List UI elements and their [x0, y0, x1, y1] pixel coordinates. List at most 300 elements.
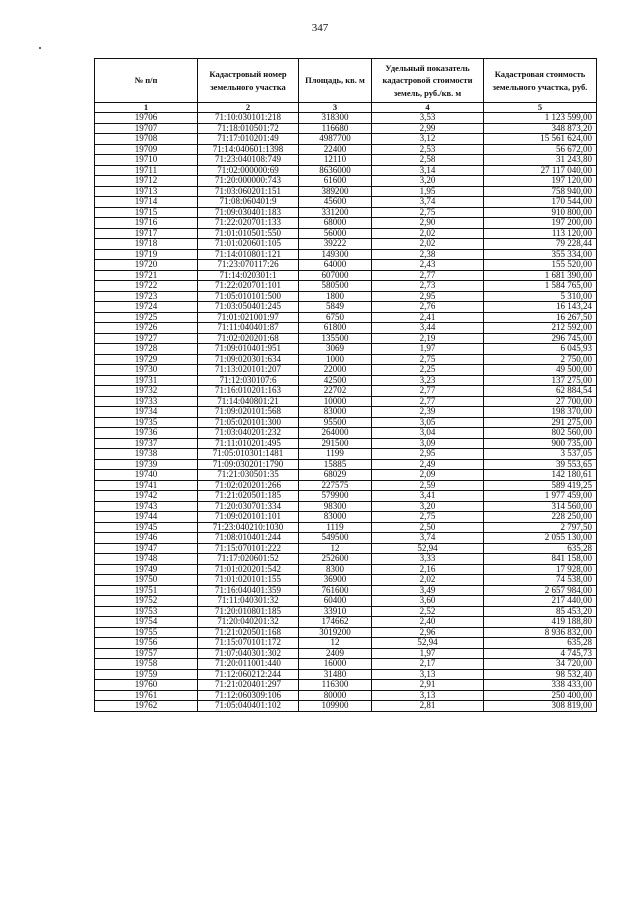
- cell-row-number: 19756: [95, 638, 198, 649]
- cell-row-number: 19727: [95, 333, 198, 344]
- table-row: [95, 386, 597, 397]
- cell-row-number: 19709: [95, 144, 198, 155]
- cell-specific-value: 2,76: [372, 302, 484, 313]
- cell-area: 1119: [299, 522, 372, 533]
- cell-cadastral-value: 2 657 984,00: [484, 585, 597, 596]
- cell-cadastral-number: 71:16:040401:359: [198, 585, 299, 596]
- cell-specific-value: 2,58: [372, 155, 484, 166]
- cell-area: 12: [299, 543, 372, 554]
- cell-row-number: 19725: [95, 312, 198, 323]
- cell-cadastral-number: 71:02:020201:266: [198, 480, 299, 491]
- cell-cadastral-value: 589 419,25: [484, 480, 597, 491]
- cell-cadastral-value: 758 940,00: [484, 186, 597, 197]
- cell-cadastral-number: 71:01:020101:155: [198, 575, 299, 586]
- table-row: [95, 648, 597, 659]
- cell-cadastral-number: 71:09:020101:101: [198, 512, 299, 523]
- table-row: [95, 501, 597, 512]
- column-number: 1: [95, 103, 198, 113]
- table-row: [95, 291, 597, 302]
- cell-cadastral-value: 250 400,00: [484, 690, 597, 701]
- cell-cadastral-number: 71:03:060201:151: [198, 186, 299, 197]
- cell-area: 1000: [299, 354, 372, 365]
- cell-cadastral-number: 71:02:020201:68: [198, 333, 299, 344]
- cell-row-number: 19729: [95, 354, 198, 365]
- cell-row-number: 19723: [95, 291, 198, 302]
- cell-row-number: 19714: [95, 197, 198, 208]
- table-row: [95, 680, 597, 691]
- table-row: [95, 417, 597, 428]
- column-number: 5: [484, 103, 597, 113]
- cell-cadastral-value: 39 553,65: [484, 459, 597, 470]
- table-row: [95, 585, 597, 596]
- cell-row-number: 19748: [95, 554, 198, 565]
- table-row: [95, 113, 597, 124]
- table-row: [95, 249, 597, 260]
- cell-cadastral-number: 71:07:040301:302: [198, 648, 299, 659]
- cell-cadastral-value: 802 560,00: [484, 428, 597, 439]
- cell-area: 3069: [299, 344, 372, 355]
- cell-cadastral-value: 31 243,80: [484, 155, 597, 166]
- cell-row-number: 19741: [95, 480, 198, 491]
- cell-area: 68000: [299, 218, 372, 229]
- cell-cadastral-value: 49 500,00: [484, 365, 597, 376]
- table-row: [95, 260, 597, 271]
- cell-cadastral-value: 155 520,00: [484, 260, 597, 271]
- cell-cadastral-number: 71:11:040401:87: [198, 323, 299, 334]
- cell-row-number: 19752: [95, 596, 198, 607]
- cell-specific-value: 3,23: [372, 375, 484, 386]
- cell-area: 80000: [299, 690, 372, 701]
- cell-cadastral-number: 71:23:040210:1030: [198, 522, 299, 533]
- cell-cadastral-number: 71:20:010801:185: [198, 606, 299, 617]
- cell-area: 83000: [299, 407, 372, 418]
- cell-cadastral-number: 71:17:010201:49: [198, 134, 299, 145]
- table-row: [95, 123, 597, 134]
- cell-area: 22400: [299, 144, 372, 155]
- cell-cadastral-number: 71:02:000000:69: [198, 165, 299, 176]
- cell-specific-value: 3,49: [372, 585, 484, 596]
- cell-specific-value: 3,41: [372, 491, 484, 502]
- cell-cadastral-number: 71:05:040401:102: [198, 701, 299, 712]
- cell-cadastral-number: 71:05:010101:500: [198, 291, 299, 302]
- cell-cadastral-number: 71:08:060401:9: [198, 197, 299, 208]
- cell-cadastral-number: 71:13:020101:207: [198, 365, 299, 376]
- cell-area: 39222: [299, 239, 372, 250]
- cell-specific-value: 2,77: [372, 270, 484, 281]
- cell-cadastral-number: 71:12:060309:106: [198, 690, 299, 701]
- cell-specific-value: 2,59: [372, 480, 484, 491]
- cell-area: 4987700: [299, 134, 372, 145]
- cell-specific-value: 2,99: [372, 123, 484, 134]
- cell-row-number: 19717: [95, 228, 198, 239]
- cell-cadastral-number: 71:12:030107:6: [198, 375, 299, 386]
- cell-row-number: 19732: [95, 386, 198, 397]
- cell-cadastral-number: 71:01:020601:105: [198, 239, 299, 250]
- cell-area: 264000: [299, 428, 372, 439]
- table-row: [95, 302, 597, 313]
- cell-row-number: 19758: [95, 659, 198, 670]
- cell-row-number: 19733: [95, 396, 198, 407]
- table-row: [95, 344, 597, 355]
- table-row: [95, 396, 597, 407]
- table-row: [95, 428, 597, 439]
- cell-row-number: 19724: [95, 302, 198, 313]
- cell-cadastral-number: 71:18:010501:72: [198, 123, 299, 134]
- table-row: [95, 134, 597, 145]
- table-row: [95, 627, 597, 638]
- cell-cadastral-value: 170 544,00: [484, 197, 597, 208]
- column-number: 2: [198, 103, 299, 113]
- cell-cadastral-number: 71:20:030701:334: [198, 501, 299, 512]
- cell-row-number: 19708: [95, 134, 198, 145]
- cell-specific-value: 2,02: [372, 228, 484, 239]
- header-cadastral-value: Кадастровая стоимость земельного участка, руб.: [484, 59, 597, 103]
- cell-row-number: 19734: [95, 407, 198, 418]
- table-row: [95, 606, 597, 617]
- cell-specific-value: 3,05: [372, 417, 484, 428]
- cell-area: 64000: [299, 260, 372, 271]
- cell-row-number: 19710: [95, 155, 198, 166]
- table-row: [95, 638, 597, 649]
- table-row: [95, 575, 597, 586]
- cell-area: 15885: [299, 459, 372, 470]
- cell-row-number: 19736: [95, 428, 198, 439]
- column-number: 3: [299, 103, 372, 113]
- cell-cadastral-value: 910 800,00: [484, 207, 597, 218]
- table-row: [95, 407, 597, 418]
- cell-cadastral-value: 142 180,61: [484, 470, 597, 481]
- cell-specific-value: 2,40: [372, 617, 484, 628]
- cell-specific-value: 2,95: [372, 291, 484, 302]
- cell-cadastral-number: 71:09:030401:183: [198, 207, 299, 218]
- cell-row-number: 19751: [95, 585, 198, 596]
- cell-cadastral-value: 348 873,20: [484, 123, 597, 134]
- cadastral-value-table: [94, 58, 597, 712]
- cell-cadastral-number: 71:08:010401:244: [198, 533, 299, 544]
- cell-area: 42500: [299, 375, 372, 386]
- cell-cadastral-value: 98 532,40: [484, 669, 597, 680]
- cell-cadastral-value: 27 700,00: [484, 396, 597, 407]
- cell-area: 36900: [299, 575, 372, 586]
- cell-area: 135500: [299, 333, 372, 344]
- cell-row-number: 19720: [95, 260, 198, 271]
- cell-specific-value: 52,94: [372, 638, 484, 649]
- cell-cadastral-number: 71:21:020501:185: [198, 491, 299, 502]
- cell-row-number: 19761: [95, 690, 198, 701]
- cell-cadastral-number: 71:15:070101:222: [198, 543, 299, 554]
- cell-row-number: 19718: [95, 239, 198, 250]
- table-row: [95, 228, 597, 239]
- scan-speck: [39, 47, 41, 49]
- cell-row-number: 19744: [95, 512, 198, 523]
- cell-area: 8300: [299, 564, 372, 575]
- cell-specific-value: 52,94: [372, 543, 484, 554]
- header-specific-value: Удельный показатель кадастровой стоимости земель, руб./кв. м: [372, 59, 484, 103]
- cell-specific-value: 3,74: [372, 533, 484, 544]
- cell-cadastral-value: 15 561 624,00: [484, 134, 597, 145]
- cell-cadastral-number: 71:03:050401:245: [198, 302, 299, 313]
- cell-cadastral-number: 71:01:010501:550: [198, 228, 299, 239]
- cell-specific-value: 2,39: [372, 407, 484, 418]
- cell-specific-value: 2,52: [372, 606, 484, 617]
- cell-specific-value: 2,50: [372, 522, 484, 533]
- cell-cadastral-value: 635,28: [484, 638, 597, 649]
- cell-specific-value: 3,44: [372, 323, 484, 334]
- cell-cadastral-number: 71:11:010201:495: [198, 438, 299, 449]
- cell-cadastral-value: 6 045,93: [484, 344, 597, 355]
- cell-specific-value: 3,09: [372, 438, 484, 449]
- cell-cadastral-value: 197 120,00: [484, 176, 597, 187]
- cell-specific-value: 1,97: [372, 344, 484, 355]
- table-row: [95, 512, 597, 523]
- cell-specific-value: 2,53: [372, 144, 484, 155]
- cell-cadastral-value: 56 672,00: [484, 144, 597, 155]
- table-row: [95, 165, 597, 176]
- cell-specific-value: 2,75: [372, 207, 484, 218]
- cell-specific-value: 3,13: [372, 669, 484, 680]
- cell-cadastral-number: 71:17:020601:52: [198, 554, 299, 565]
- cell-cadastral-value: 3 537,05: [484, 449, 597, 460]
- cell-area: 149300: [299, 249, 372, 260]
- cell-cadastral-number: 71:10:030101:218: [198, 113, 299, 124]
- cell-area: 761600: [299, 585, 372, 596]
- cell-area: 12: [299, 638, 372, 649]
- cell-cadastral-value: 16 267,50: [484, 312, 597, 323]
- cell-area: 60400: [299, 596, 372, 607]
- cell-row-number: 19713: [95, 186, 198, 197]
- table-row: [95, 480, 597, 491]
- cell-specific-value: 1,95: [372, 186, 484, 197]
- table-header-row: [95, 59, 597, 103]
- cell-cadastral-value: 2 055 130,00: [484, 533, 597, 544]
- cell-cadastral-value: 113 120,00: [484, 228, 597, 239]
- cell-cadastral-value: 419 188,80: [484, 617, 597, 628]
- cell-row-number: 19737: [95, 438, 198, 449]
- cell-row-number: 19739: [95, 459, 198, 470]
- table-body: [95, 113, 597, 712]
- cell-area: 45600: [299, 197, 372, 208]
- cell-cadastral-number: 71:16:010201:163: [198, 386, 299, 397]
- table-row: [95, 197, 597, 208]
- cell-specific-value: 2,02: [372, 239, 484, 250]
- cell-area: 1800: [299, 291, 372, 302]
- cell-area: 56000: [299, 228, 372, 239]
- cell-cadastral-value: 635,28: [484, 543, 597, 554]
- cell-row-number: 19753: [95, 606, 198, 617]
- cell-row-number: 19706: [95, 113, 198, 124]
- cell-specific-value: 2,25: [372, 365, 484, 376]
- cell-specific-value: 2,49: [372, 459, 484, 470]
- cell-row-number: 19707: [95, 123, 198, 134]
- cell-area: 12110: [299, 155, 372, 166]
- cell-area: 61600: [299, 176, 372, 187]
- cell-cadastral-number: 71:01:020201:542: [198, 564, 299, 575]
- cell-specific-value: 3,13: [372, 690, 484, 701]
- cell-specific-value: 3,20: [372, 501, 484, 512]
- cell-cadastral-number: 71:21:020401:297: [198, 680, 299, 691]
- cell-area: 22000: [299, 365, 372, 376]
- cell-cadastral-value: 4 745,73: [484, 648, 597, 659]
- cell-specific-value: 2,19: [372, 333, 484, 344]
- header-row-number: № п/п: [95, 59, 198, 103]
- table-row: [95, 323, 597, 334]
- table-row: [95, 207, 597, 218]
- cell-cadastral-value: 217 440,00: [484, 596, 597, 607]
- cell-row-number: 19731: [95, 375, 198, 386]
- table-row: [95, 701, 597, 712]
- table-row: [95, 491, 597, 502]
- cell-specific-value: 3,74: [372, 197, 484, 208]
- cell-cadastral-number: 71:14:010801:121: [198, 249, 299, 260]
- cell-area: 5849: [299, 302, 372, 313]
- cell-specific-value: 2,91: [372, 680, 484, 691]
- cell-cadastral-number: 71:05:010301:1481: [198, 449, 299, 460]
- cell-area: 116680: [299, 123, 372, 134]
- cell-row-number: 19754: [95, 617, 198, 628]
- cell-row-number: 19721: [95, 270, 198, 281]
- page-number: 347: [311, 22, 329, 34]
- cell-specific-value: 2,96: [372, 627, 484, 638]
- cell-specific-value: 2,43: [372, 260, 484, 271]
- table-row: [95, 176, 597, 187]
- cell-row-number: 19735: [95, 417, 198, 428]
- table-row: [95, 470, 597, 481]
- cell-row-number: 19740: [95, 470, 198, 481]
- table-row: [95, 690, 597, 701]
- cell-area: 607000: [299, 270, 372, 281]
- cell-specific-value: 2,81: [372, 701, 484, 712]
- cell-specific-value: 2,95: [372, 449, 484, 460]
- table-row: [95, 155, 597, 166]
- cell-cadastral-value: 8 936 832,00: [484, 627, 597, 638]
- table-row: [95, 144, 597, 155]
- table-row: [95, 533, 597, 544]
- cell-cadastral-number: 71:14:020301:1: [198, 270, 299, 281]
- cell-row-number: 19746: [95, 533, 198, 544]
- cell-area: 98300: [299, 501, 372, 512]
- cell-row-number: 19716: [95, 218, 198, 229]
- cell-cadastral-value: 296 745,00: [484, 333, 597, 344]
- cell-specific-value: 3,04: [372, 428, 484, 439]
- table-row: [95, 239, 597, 250]
- header-area: Площадь, кв. м: [299, 59, 372, 103]
- cell-cadastral-value: 291 275,00: [484, 417, 597, 428]
- cell-specific-value: 3,12: [372, 134, 484, 145]
- table-row: [95, 564, 597, 575]
- cell-area: 33910: [299, 606, 372, 617]
- table-row: [95, 354, 597, 365]
- cell-specific-value: 3,60: [372, 596, 484, 607]
- cell-cadastral-number: 71:23:070117:26: [198, 260, 299, 271]
- table-row: [95, 312, 597, 323]
- cell-specific-value: 3,14: [372, 165, 484, 176]
- cell-row-number: 19738: [95, 449, 198, 460]
- cell-cadastral-number: 71:20:000000:743: [198, 176, 299, 187]
- cell-area: 549500: [299, 533, 372, 544]
- cell-cadastral-value: 197 200,00: [484, 218, 597, 229]
- cell-specific-value: 3,20: [372, 176, 484, 187]
- cell-cadastral-value: 17 928,00: [484, 564, 597, 575]
- cell-cadastral-value: 27 117 040,00: [484, 165, 597, 176]
- cell-cadastral-value: 338 433,00: [484, 680, 597, 691]
- cell-area: 2409: [299, 648, 372, 659]
- cell-row-number: 19730: [95, 365, 198, 376]
- cell-cadastral-number: 71:01:021001:97: [198, 312, 299, 323]
- cell-cadastral-number: 71:09:030201:1790: [198, 459, 299, 470]
- cell-cadastral-number: 71:23:040108:749: [198, 155, 299, 166]
- table-row: [95, 218, 597, 229]
- cell-cadastral-value: 79 228,44: [484, 239, 597, 250]
- cell-row-number: 19762: [95, 701, 198, 712]
- cell-row-number: 19742: [95, 491, 198, 502]
- cell-row-number: 19745: [95, 522, 198, 533]
- cell-cadastral-number: 71:14:040601:1398: [198, 144, 299, 155]
- table-row: [95, 375, 597, 386]
- cell-row-number: 19743: [95, 501, 198, 512]
- cell-area: 68029: [299, 470, 372, 481]
- cell-row-number: 19711: [95, 165, 198, 176]
- cell-specific-value: 2,75: [372, 512, 484, 523]
- cell-area: 318300: [299, 113, 372, 124]
- table-row: [95, 333, 597, 344]
- cell-cadastral-value: 841 158,00: [484, 554, 597, 565]
- cell-specific-value: 2,75: [372, 354, 484, 365]
- cell-area: 22702: [299, 386, 372, 397]
- cell-area: 580500: [299, 281, 372, 292]
- cell-cadastral-value: 2 750,00: [484, 354, 597, 365]
- table-row: [95, 543, 597, 554]
- cell-specific-value: 3,33: [372, 554, 484, 565]
- cell-specific-value: 2,41: [372, 312, 484, 323]
- cell-specific-value: 2,09: [372, 470, 484, 481]
- table-row: [95, 459, 597, 470]
- cell-cadastral-number: 71:14:040801:21: [198, 396, 299, 407]
- cell-specific-value: 2,73: [372, 281, 484, 292]
- cell-area: 3019200: [299, 627, 372, 638]
- header-cadastral-number: Кадастровый номер земельного участка: [198, 59, 299, 103]
- cell-row-number: 19750: [95, 575, 198, 586]
- cell-cadastral-number: 71:20:040201:32: [198, 617, 299, 628]
- table-row: [95, 617, 597, 628]
- column-number-row: [95, 103, 597, 113]
- cell-area: 95500: [299, 417, 372, 428]
- cell-cadastral-number: 71:21:030501:35: [198, 470, 299, 481]
- table-row: [95, 449, 597, 460]
- cell-cadastral-number: 71:03:040201:232: [198, 428, 299, 439]
- table-row: [95, 186, 597, 197]
- column-number: 4: [372, 103, 484, 113]
- table-row: [95, 281, 597, 292]
- cell-area: 31480: [299, 669, 372, 680]
- cell-cadastral-value: 1 584 765,00: [484, 281, 597, 292]
- cell-specific-value: 2,16: [372, 564, 484, 575]
- cell-cadastral-value: 34 720,00: [484, 659, 597, 670]
- cell-cadastral-number: 71:09:010401:951: [198, 344, 299, 355]
- cell-row-number: 19719: [95, 249, 198, 260]
- cell-area: 291500: [299, 438, 372, 449]
- cell-cadastral-number: 71:05:020101:300: [198, 417, 299, 428]
- table-row: [95, 365, 597, 376]
- cell-row-number: 19755: [95, 627, 198, 638]
- cell-cadastral-number: 71:22:020701:101: [198, 281, 299, 292]
- cell-row-number: 19722: [95, 281, 198, 292]
- cell-area: 116300: [299, 680, 372, 691]
- cell-area: 61800: [299, 323, 372, 334]
- cell-cadastral-value: 2 797,50: [484, 522, 597, 533]
- cell-cadastral-number: 71:12:060212:244: [198, 669, 299, 680]
- cell-row-number: 19760: [95, 680, 198, 691]
- cell-cadastral-value: 212 592,00: [484, 323, 597, 334]
